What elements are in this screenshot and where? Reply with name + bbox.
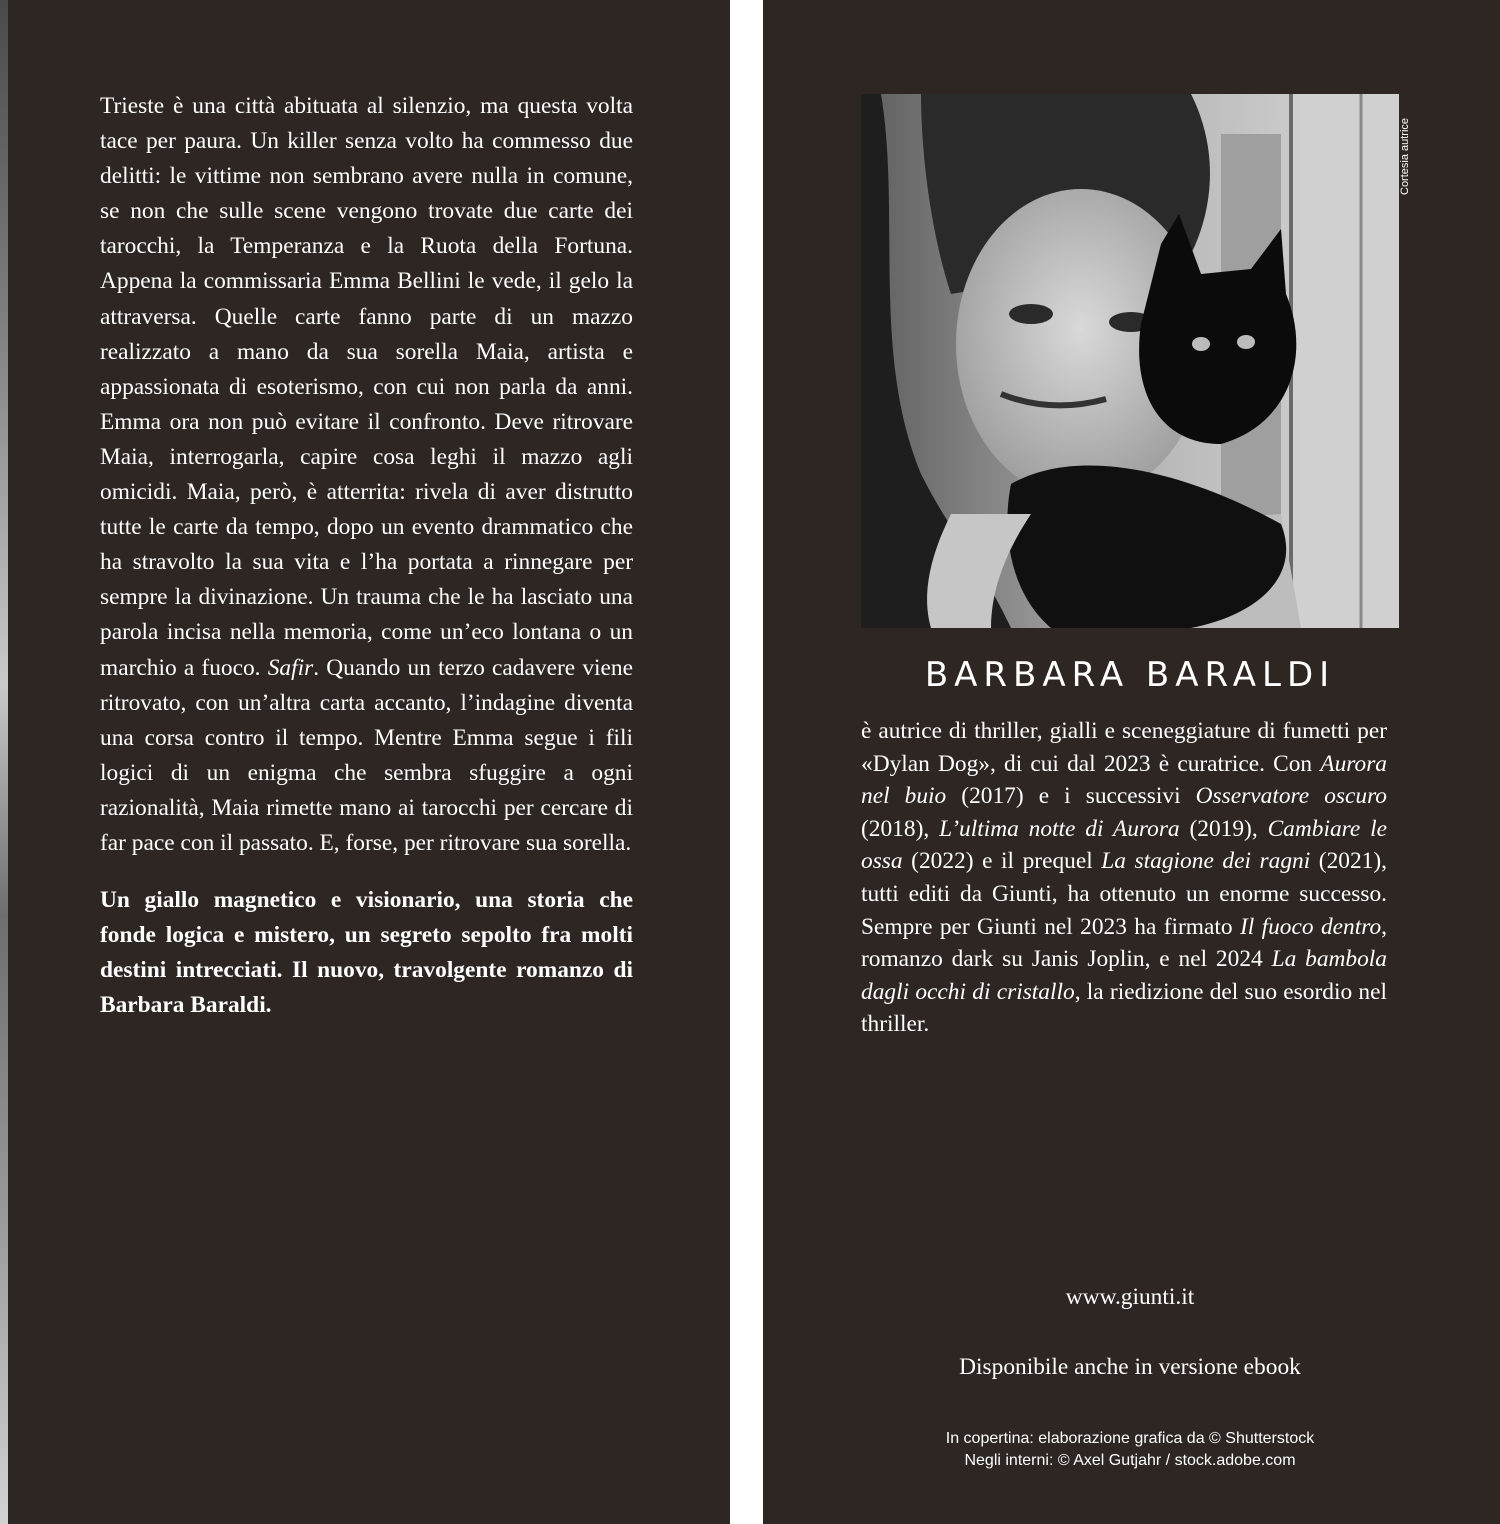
synopsis-text-run: . Quando un terzo cadavere viene ritrovato, con un’altra carta accanto, l’indagine diventa una corsa contro il tempo. Mentre Emma segue i fili logici di un enigma che sembra sfuggire a ogni razionalità, Maia rimette mano ai tarocchi per cercare di far pace con il passato. E, forse, per ritrovare sua sorella.	[100, 654, 633, 856]
bio-text-run: , romanzo dark su Janis Joplin, e nel 2024	[861, 913, 1388, 973]
bio-italic-title: Osservatore oscuro	[1195, 783, 1387, 810]
bio-text-run: (2019),	[1179, 815, 1268, 842]
interior-credit: Negli interni: © Axel Gutjahr / stock.adobe.com	[964, 1452, 1296, 1469]
tagline: Un giallo magnetico e visionario, una storia che fonde logica e mistero, un segreto sepolto fra molti destini intrecciati. Il nuovo, travolgente romanzo di Barbara Baraldi.	[100, 887, 633, 1019]
bio-italic-title: Il fuoco dentro	[1239, 913, 1382, 940]
bio-text-run: (2022) e il prequel	[902, 848, 1102, 875]
bio-italic-title: L’ultima notte di Aurora	[939, 815, 1180, 842]
bio-text-run: (2017) e i successivi	[946, 783, 1196, 810]
bio-text-run: , la riedizione del suo esordio nel thriller.	[861, 978, 1387, 1038]
bio-text-run: (2021), tutti editi da Giunti, ha ottenuto un enorme successo. Sempre per Giunti nel 2023 ha firmato	[861, 848, 1387, 940]
bio-italic-title: La stagione dei ragni	[1101, 848, 1311, 875]
right-flap	[763, 0, 1490, 1524]
author-name: BARBARA BARALDI	[924, 655, 1336, 695]
publisher-website: www.giunti.it	[1065, 1284, 1195, 1310]
synopsis-text-run: Trieste è una città abituata al silenzio, ma questa volta tace per paura. Un killer senza volto ha commesso due delitti: le vittime non sembrano avere nulla in comune, se non che sulle scene vengono trovate due carte dei tarocchi, la Temperanza e la Ruota della Fortuna. Appena la commissaria Emma Bellini le vede, il gelo la attraversa. Quelle carte fanno parte di un mazzo realizzato a mano da sua sorella Maia, artista e appassionata di esoterismo, con cui non parla da anni. Emma ora non può evitare il confronto. Deve ritrovare Maia, interrogarla, capire cosa leghi il mazzo agli omicidi. Maia, però, è atterrita: rivela di aver distrutto tutte le carte da tempo, dopo un evento drammatico che ha stravolto la sua vita e l’ha portata a rinnegare per sempre la divinazione. Un trauma che le ha lasciato una parola incisa nella memoria, come un’eco lontana o un marchio a fuoco.	[100, 93, 633, 681]
bio-italic-title: La bambola dagli occhi di cristallo	[861, 946, 1388, 1005]
front-cover-edge	[0, 0, 8, 1524]
photo-credit: Cortesia autrice	[1399, 117, 1411, 195]
left-flap	[8, 0, 730, 1524]
cover-credit: In copertina: elaborazione grafica da © Shutterstock	[945, 1430, 1315, 1447]
synopsis-text	[100, 89, 633, 861]
bio-italic-title: Aurora nel buio	[861, 750, 1387, 810]
back-cover-edge	[1490, 0, 1500, 1524]
synopsis	[100, 89, 633, 1023]
bio-text-run: è autrice di thriller, gialli e sceneggiature di fumetti per «Dylan Dog», di cui dal 2023 è curatrice. Con	[861, 718, 1387, 777]
image-credits	[861, 1428, 1399, 1472]
bio-text-run: (2018),	[861, 815, 940, 842]
author-portrait-image	[861, 94, 1399, 628]
bio-italic-title: Cambiare le ossa	[861, 815, 1387, 875]
synopsis-italic-title: Safir	[267, 654, 314, 681]
author-bio	[861, 715, 1387, 1041]
ebook-availability: Disponibile anche in versione ebook	[959, 1354, 1301, 1380]
author-photo	[861, 94, 1399, 628]
